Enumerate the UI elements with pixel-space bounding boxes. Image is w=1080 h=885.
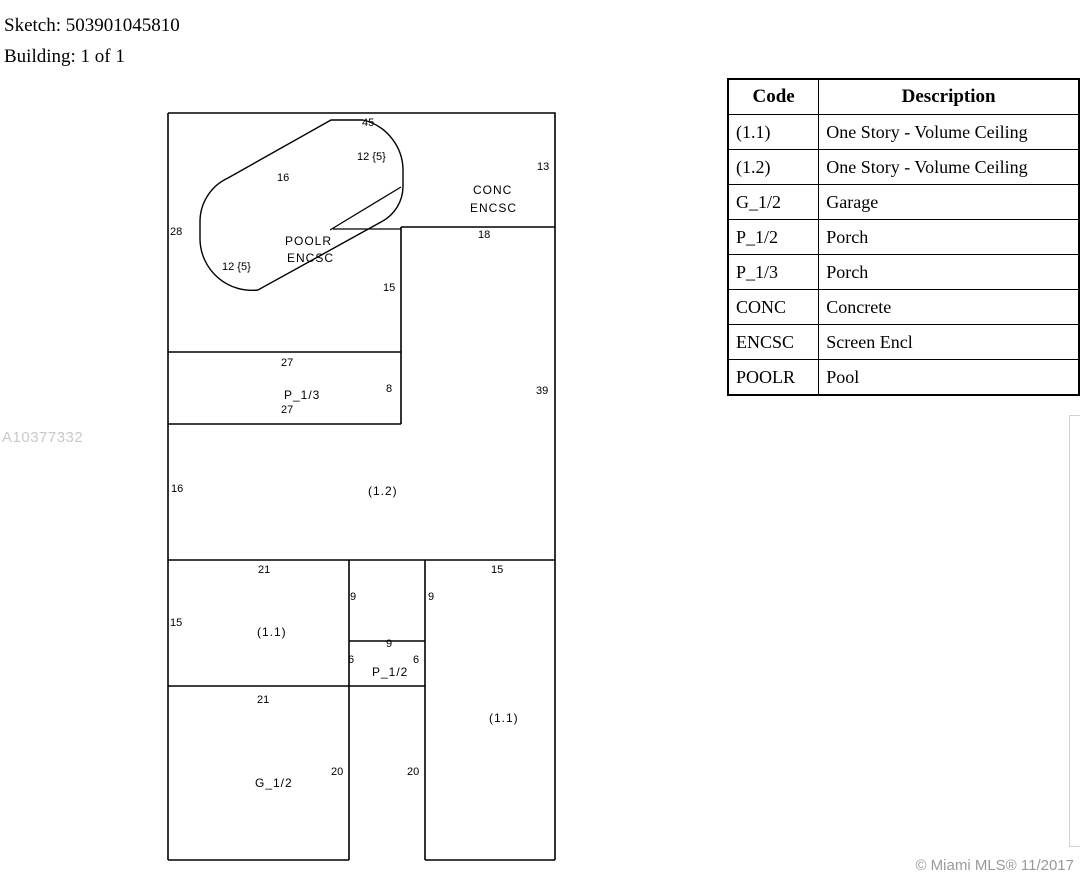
legend-description: Concrete — [819, 290, 1079, 325]
legend-code: CONC — [728, 290, 819, 325]
legend-code: (1.1) — [728, 115, 819, 150]
legend-table — [727, 78, 1080, 396]
legend-description: Porch — [819, 220, 1079, 255]
legend-description: Pool — [819, 360, 1079, 396]
adjacent-panel-edge — [1069, 415, 1080, 847]
dimension-label: 39 — [536, 385, 549, 397]
legend-code: POOLR — [728, 360, 819, 396]
dimension-label: 15 — [170, 617, 183, 629]
building-label: Building: 1 of 1 — [4, 46, 125, 67]
dimension-label: 13 — [537, 161, 550, 173]
dimension-label: 27 — [281, 357, 294, 369]
legend-description: One Story - Volume Ceiling — [819, 115, 1079, 150]
legend-header-row — [728, 79, 1079, 115]
table-row — [728, 220, 1079, 255]
sketch-area-label: G_1/2 — [255, 776, 293, 790]
dimension-label: 9 — [350, 591, 357, 603]
dimension-label: 16 — [171, 483, 184, 495]
legend-description: One Story - Volume Ceiling — [819, 150, 1079, 185]
sketch-area-label: P_1/3 — [284, 388, 321, 402]
dimension-label: 28 — [170, 226, 183, 238]
dimension-label: 16 — [277, 172, 290, 184]
table-row — [728, 150, 1079, 185]
table-row — [728, 290, 1079, 325]
table-row — [728, 185, 1079, 220]
table-row — [728, 115, 1079, 150]
legend-description: Screen Encl — [819, 325, 1079, 360]
legend-code: G_1/2 — [728, 185, 819, 220]
dimension-label: 45 — [362, 117, 375, 129]
legend-description: Garage — [819, 185, 1079, 220]
sketch-id-label: Sketch: 503901045810 — [4, 15, 180, 36]
legend-code: P_1/2 — [728, 220, 819, 255]
dimension-label: 20 — [331, 766, 344, 778]
dimension-label: 6 — [348, 654, 355, 666]
dimension-label: 12 {5} — [222, 261, 251, 273]
legend-header-code: Code — [728, 79, 819, 115]
sketch-area-label: P_1/2 — [372, 665, 409, 679]
sketch-area-label: (1.1) — [489, 711, 519, 725]
sketch-area-label: CONC — [473, 183, 513, 197]
table-row — [728, 325, 1079, 360]
dimension-label: 15 — [491, 564, 504, 576]
sketch-area-label: (1.1) — [257, 625, 287, 639]
dimension-label: 21 — [257, 694, 270, 706]
dimension-label: 8 — [386, 383, 393, 395]
dimension-label: 15 — [383, 282, 396, 294]
sketch-area-label: (1.2) — [368, 484, 398, 498]
table-row — [728, 255, 1079, 290]
sketch-area-label: ENCSC — [287, 251, 335, 265]
dimension-label: 21 — [258, 564, 271, 576]
legend-code: (1.2) — [728, 150, 819, 185]
dimension-label: 6 — [413, 654, 420, 666]
sketch-area-label: POOLR — [285, 234, 333, 248]
legend-code: ENCSC — [728, 325, 819, 360]
legend-description: Porch — [819, 255, 1079, 290]
copyright-watermark: © Miami MLS® 11/2017 — [915, 857, 1074, 874]
sketch-area-label: ENCSC — [470, 201, 518, 215]
dimension-label: 20 — [407, 766, 420, 778]
legend-header-description: Description — [819, 79, 1079, 115]
dimension-label: 12 {5} — [357, 151, 386, 163]
listing-id-watermark: A10377332 — [2, 429, 84, 446]
dimension-label: 27 — [281, 404, 294, 416]
dimension-label: 9 — [428, 591, 435, 603]
legend-code: P_1/3 — [728, 255, 819, 290]
dimension-label: 18 — [478, 229, 491, 241]
table-row — [728, 360, 1079, 396]
dimension-label: 9 — [386, 638, 393, 650]
